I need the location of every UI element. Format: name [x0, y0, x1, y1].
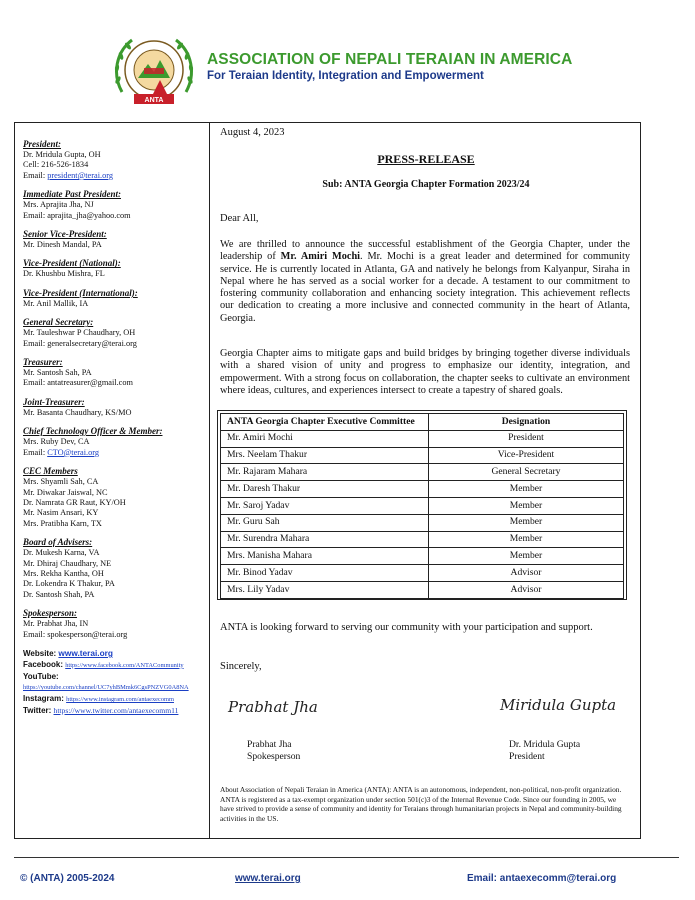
column-header: ANTA Georgia Chapter Executive Committee: [221, 414, 429, 431]
anta-logo: [108, 30, 200, 114]
instagram-label: Instagram:: [23, 694, 67, 704]
officer-email-row: [23, 171, 209, 181]
announcement-paragraph: [220, 239, 630, 325]
closing-statement: ANTA is looking forward to serving our community with your participation and support.: [220, 622, 593, 633]
signatory-president: [509, 739, 580, 762]
table-row: [221, 514, 624, 531]
designation-cell: General Secretary: [429, 464, 624, 481]
sign-off: Sincerely,: [220, 661, 262, 672]
committee-table: [220, 413, 624, 599]
member-name-cell: Mrs. Neelam Thakur: [221, 447, 429, 464]
subject-line: Sub: ANTA Georgia Chapter Formation 2023/24: [322, 179, 530, 190]
email-label: Email:: [23, 447, 48, 457]
footer-divider: [14, 857, 679, 858]
about-organization: About Association of Nepali Teraian in America (ANTA): ANTA is an autonomous, independent, non-political, non-profit organization. ANTA is registered as a tax-exempt organization under section 501(c)3 of the Internal Revenue Code. Since our founding in 2005, we have strived to provide a sense of community and identity for Teraians through humanitarian projects in Nepal and community-building activities in the US.: [220, 785, 622, 823]
logo-text: ANTA: [144, 97, 164, 104]
table-row: [221, 531, 624, 548]
officer-detail: Dr. Mridula Gupta, OH: [23, 150, 101, 159]
officer-detail: Email: antatreasurer@gmail.com: [23, 378, 133, 388]
officer-block: [23, 466, 209, 529]
officer-detail: Dr. Khushbu Mishra, FL: [23, 269, 105, 279]
officer-detail: Dr. Mukesh Karna, VA: [23, 548, 100, 558]
designation-cell: Vice-President: [429, 447, 624, 464]
paragraph-text: We are thrilled to announce the successful establishment of the Georgia Chapter, under the leadership of: [220, 239, 630, 263]
officer-detail: Mr. Tauleshwar P Chaudhary, OH: [23, 328, 136, 338]
officer-detail: Mr. Dinesh Mandal, PA: [23, 240, 102, 250]
signatory-name: Prabhat Jha: [247, 739, 292, 750]
officer-block: [23, 139, 209, 181]
officer-detail: Dr. Namrata GR Raut, KY/OH: [23, 497, 126, 507]
officer-role-title: Chief Technology Officer & Member:: [23, 426, 163, 437]
officer-detail: Mr. Basanta Chaudhary, KS/MO: [23, 407, 132, 417]
member-name-cell: Mr. Guru Sah: [221, 514, 429, 531]
designation-cell: President: [429, 430, 624, 447]
officer-role-title: Senior Vice-President:: [23, 229, 107, 240]
table-header-row: [221, 414, 624, 431]
table-row: [221, 430, 624, 447]
signatory-spokesperson: [247, 739, 300, 762]
officer-detail: Email: generalsecretary@terai.org: [23, 338, 137, 348]
officer-detail: Mr. Anil Mallik, IA: [23, 298, 89, 308]
greeting: Dear All,: [220, 213, 259, 224]
officer-detail: Dr. Santosh Shah, PA: [23, 589, 95, 599]
officer-block: [23, 426, 209, 458]
officer-detail: Cell: 216-526-1834: [23, 160, 89, 170]
officer-block: [23, 288, 209, 309]
signatory-role: President: [509, 750, 545, 762]
officer-role-title: Treasurer:: [23, 357, 63, 368]
officer-sidebar: [15, 123, 210, 838]
organization-name: ASSOCIATION OF NEPALI TERAIAN IN AMERICA: [207, 51, 573, 68]
youtube-label: YouTube:: [23, 671, 59, 681]
member-name-cell: Mrs. Lily Yadav: [221, 581, 429, 598]
twitter-link[interactable]: https://www.twitter.com/antaexecomm11: [53, 705, 179, 715]
officer-detail: Mr. Santosh Sah, PA: [23, 368, 92, 378]
officer-list: [23, 139, 209, 640]
officer-detail: Dr. Lokendra K Thakur, PA: [23, 579, 115, 589]
leader-name: Mr. Amiri Mochi: [280, 251, 361, 263]
press-release-title: PRESS-RELEASE: [377, 152, 475, 166]
designation-cell: Member: [429, 548, 624, 565]
officer-role-title: Vice-President (International):: [23, 287, 138, 298]
designation-cell: Member: [429, 514, 624, 531]
officer-block: [23, 258, 209, 279]
mission-paragraph: Georgia Chapter aims to mitigate gaps and build bridges by bringing together diverse individuals with a shared vision of unity and progress to emphasize our identity, integration, and empowerment. With a strong focus on collaboration, the chapter seeks to cultivate an environment where ideas, cultures, and experiences intersect to create a tapestry of shared goals.: [220, 348, 630, 396]
signature-prabhat-jha: Prabhat Jha: [228, 698, 318, 716]
designation-cell: Advisor: [429, 565, 624, 582]
twitter-label: Twitter:: [23, 705, 54, 715]
table-row: [221, 481, 624, 498]
officer-email-link[interactable]: CTO@terai.org: [47, 447, 100, 457]
officer-role-title: Vice-President (National):: [23, 258, 121, 269]
officer-email-row: [23, 448, 209, 458]
officer-block: [23, 397, 209, 418]
designation-cell: Member: [429, 481, 624, 498]
signatory-role: Spokesperson: [247, 750, 301, 762]
designation-cell: Member: [429, 531, 624, 548]
officer-detail: Mr. Nasim Ansari, KY: [23, 508, 99, 518]
officer-email-link[interactable]: president@terai.org: [47, 170, 113, 180]
table-row: [221, 464, 624, 481]
officer-role-title: General Secretary:: [23, 317, 94, 328]
officer-detail: Mrs. Shyamli Sah, CA: [23, 477, 99, 487]
member-name-cell: Mr. Daresh Thakur: [221, 481, 429, 498]
officer-role-title: Immediate Past President:: [23, 189, 121, 200]
paragraph-text: . Mr. Mochi is a great leader and determined for community service. He is currently located in Atlanta, GA and natively he belongs from Kalyanpur, Siraha in Nepal where he has served as a social worker for a decade. A testament to our commitment to fostering community collaboration and enhancing society integration. This achievement reflects our dedication to creating a more inclusive and connected community in the heart of Atlanta, Georgia.: [220, 251, 630, 324]
officer-block: [23, 317, 209, 349]
release-date: August 4, 2023: [220, 127, 285, 138]
letter-frame: [14, 122, 641, 839]
officer-detail: Email: aprajita_jha@yahoo.com: [23, 210, 131, 220]
member-name-cell: Mr. Surendra Mahara: [221, 531, 429, 548]
officer-block: [23, 608, 209, 640]
officer-block: [23, 229, 209, 250]
officer-role-title: Joint-Treasurer:: [23, 396, 85, 407]
organization-tagline: For Teraian Identity, Integration and Empowerment: [207, 70, 484, 82]
officer-detail: Mrs. Pratibha Karn, TX: [23, 518, 102, 528]
officer-detail: Mrs. Aprajita Jha, NJ: [23, 200, 94, 210]
officer-detail: Mr. Diwakar Jaiswal, NC: [23, 487, 108, 497]
officer-detail: Mr. Dhiraj Chaudhary, NE: [23, 558, 112, 568]
contact-links: [23, 648, 209, 717]
officer-block: [23, 357, 209, 389]
website-link[interactable]: www.terai.org: [58, 647, 113, 658]
member-name-cell: Mr. Amiri Mochi: [221, 430, 429, 447]
facebook-label: Facebook:: [23, 659, 66, 669]
website-label: Website:: [23, 648, 59, 658]
facebook-link[interactable]: https://www.facebook.com/ANTACommunity: [65, 661, 184, 669]
footer-email[interactable]: Email: antaexecomm@terai.org: [467, 873, 617, 884]
officer-role-title: CEC Members: [23, 466, 78, 477]
designation-cell: Member: [429, 497, 624, 514]
member-name-cell: Mr. Saroj Yadav: [221, 497, 429, 514]
officer-detail: Mrs. Rekha Kantha, OH: [23, 568, 104, 578]
officer-block: [23, 537, 209, 600]
officer-role-title: Spokesperson:: [23, 608, 78, 619]
officer-role-title: President:: [23, 139, 61, 149]
table-row: [221, 497, 624, 514]
officer-detail: Email: spokesperson@terai.org: [23, 629, 128, 639]
officer-role-title: Board of Advisers:: [23, 537, 93, 548]
column-header: Designation: [429, 414, 624, 431]
officer-detail: Mrs. Ruby Dev, CA: [23, 437, 90, 447]
letterhead: [0, 0, 695, 118]
footer-copyright: © (ANTA) 2005-2024: [20, 873, 115, 884]
officer-block: [23, 189, 209, 221]
member-name-cell: Mr. Binod Yadav: [221, 565, 429, 582]
member-name-cell: Mr. Rajaram Mahara: [221, 464, 429, 481]
designation-cell: Advisor: [429, 581, 624, 598]
footer-website-link[interactable]: www.terai.org: [235, 873, 301, 884]
signature-mridula-gupta: Miridula Gupta: [500, 696, 617, 714]
table-row: [221, 565, 624, 582]
table-row: [221, 581, 624, 598]
table-row: [221, 548, 624, 565]
table-row: [221, 447, 624, 464]
officer-detail: Mr. Prabhat Jha, IN: [23, 619, 89, 629]
email-label: Email:: [23, 170, 48, 180]
youtube-link[interactable]: https://youtube.com/channel/UC7yhBMmk6CgsPNZVG0A8NA: [23, 684, 189, 692]
instagram-link[interactable]: https://www.instagram.com/antaexecomm: [66, 696, 174, 704]
member-name-cell: Mrs. Manisha Mahara: [221, 548, 429, 565]
signatory-name: Dr. Mridula Gupta: [509, 739, 581, 750]
